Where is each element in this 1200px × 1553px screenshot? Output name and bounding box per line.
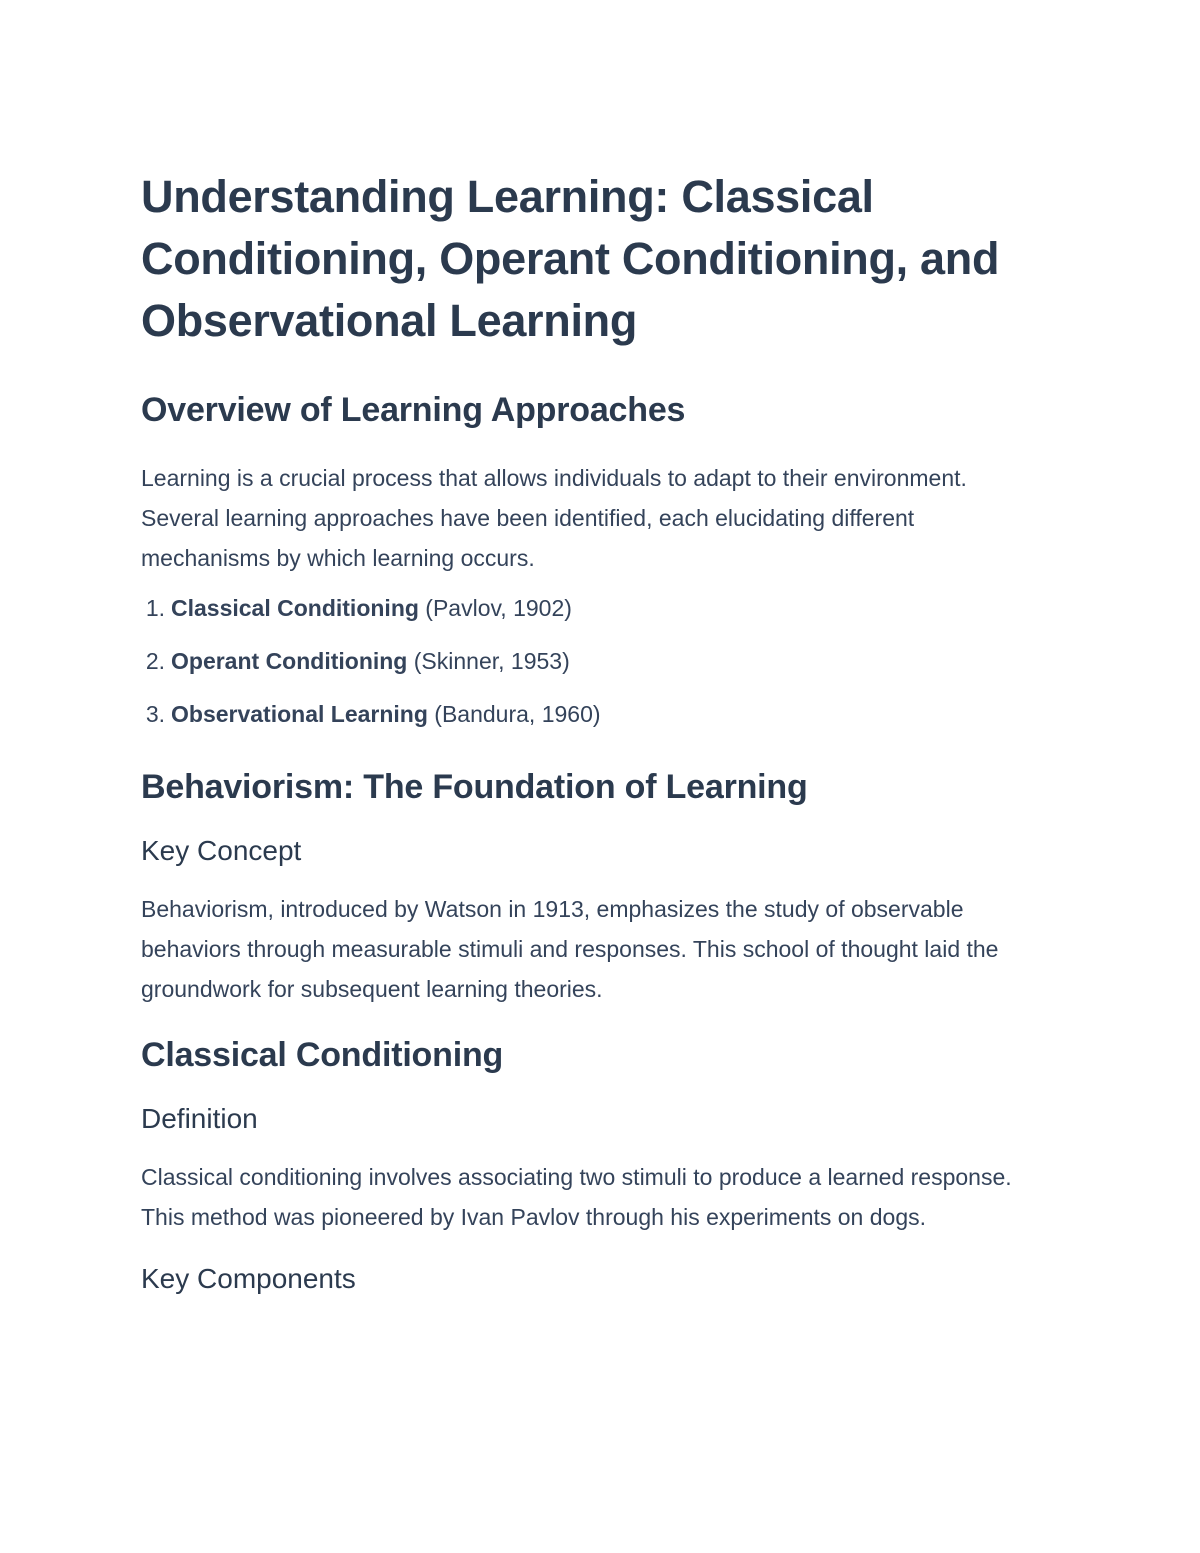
list-item-citation: (Skinner, 1953): [407, 648, 570, 674]
list-item: [141, 694, 1041, 734]
overview-paragraph: Learning is a crucial process that allows individuals to adapt to their environment. Several learning approaches have been identified, each elucidating different mechanisms by which learning occurs.: [141, 465, 967, 571]
document-title: Understanding Learning: Classical Conditioning, Operant Conditioning, and Observational Learning: [141, 171, 1000, 346]
list-item-term: Operant Conditioning: [171, 648, 408, 674]
list-item: [141, 588, 1041, 628]
list-item: [141, 641, 1041, 681]
list-item-number: 2.: [145, 648, 165, 674]
list-item-term: Classical Conditioning: [171, 595, 419, 621]
list-item-number: 1.: [145, 595, 165, 621]
section-behaviorism: [141, 765, 1041, 1009]
classical-paragraph: Classical conditioning involves associating two stimuli to produce a learned response. This method was pioneered by Ivan Pavlov through his experiments on dogs.: [141, 1164, 1012, 1230]
list-item-citation: (Pavlov, 1902): [418, 595, 572, 621]
behaviorism-heading: Behaviorism: The Foundation of Learning: [141, 768, 808, 806]
key-components-subheading: Key Components: [141, 1263, 356, 1294]
key-concept-subheading: Key Concept: [141, 835, 302, 866]
section-overview: [141, 388, 1041, 734]
classical-heading: Classical Conditioning: [141, 1036, 504, 1074]
section-classical-conditioning: [141, 1033, 1041, 1297]
learning-approaches-list: [141, 588, 1041, 734]
list-item-citation: (Bandura, 1960): [427, 701, 601, 727]
behaviorism-paragraph: Behaviorism, introduced by Watson in 1913, emphasizes the study of observable behaviors through measurable stimuli and responses. This school of thought laid the groundwork for subsequent learning theories.: [141, 896, 999, 1002]
definition-subheading: Definition: [141, 1103, 258, 1134]
overview-heading: Overview of Learning Approaches: [141, 391, 686, 429]
list-item-term: Observational Learning: [171, 701, 428, 727]
list-item-number: 3.: [145, 701, 165, 727]
document-page: [141, 166, 1041, 1297]
